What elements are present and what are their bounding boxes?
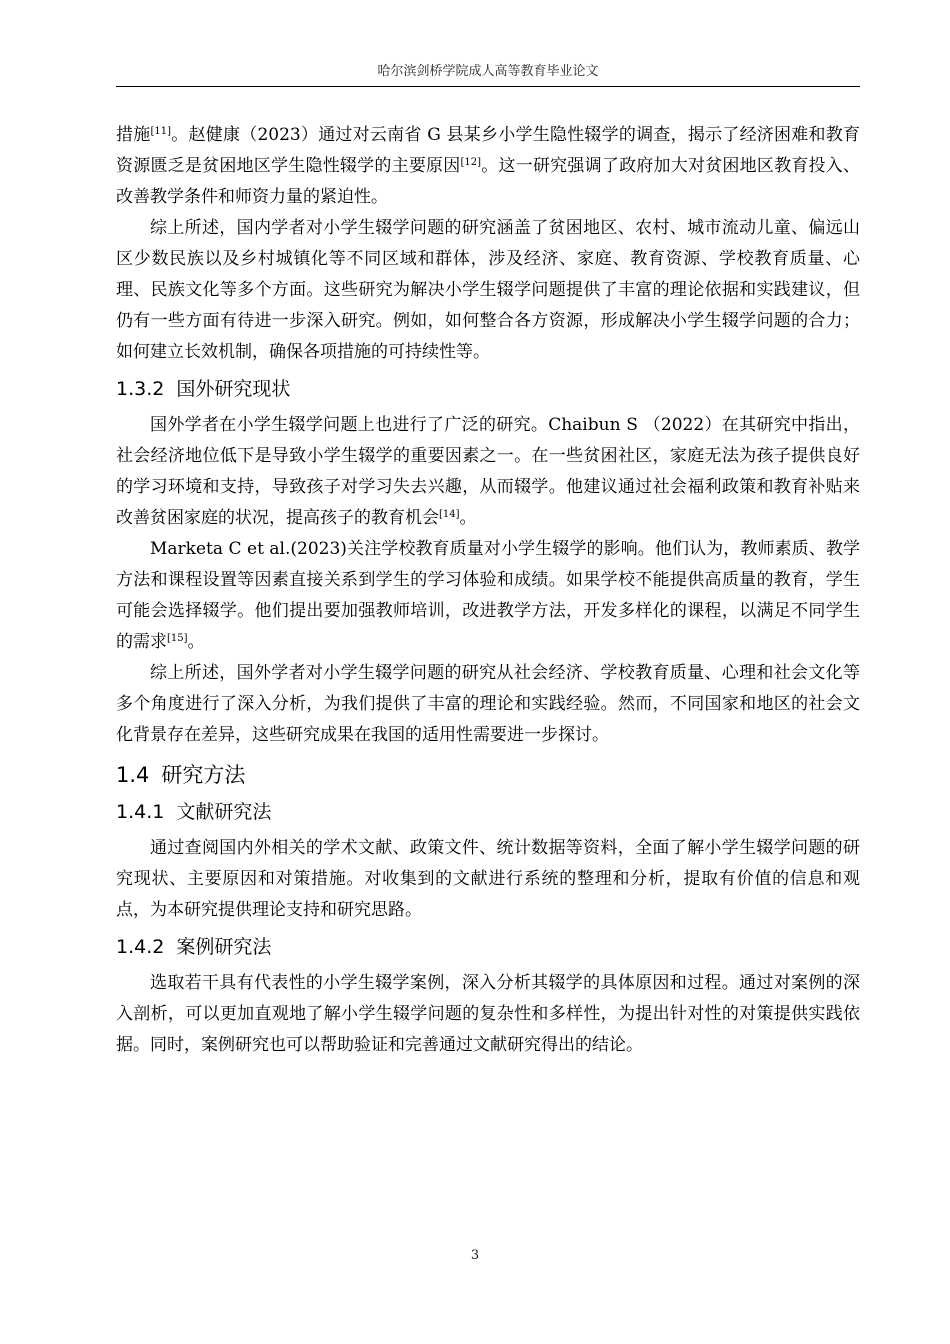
paragraph-foreign-summary: 综上所述，国外学者对小学生辍学问题的研究从社会经济、学校教育质量、心理和社会文化等多个角度进行了深入分析，为我们提供了丰富的理论和实践经验。然而，不同国家和地区的社会文化背景存在差异，这些研究成果在我国的适用性需要进一步探讨。 [116,663,860,745]
citation: [12] [460,157,482,168]
header-divider [116,86,860,87]
citation: [14] [439,509,460,520]
section-heading-1-3-2: 1.3.2 国外研究现状 [116,378,291,400]
paragraph-domestic-summary: 综上所述，国内学者对小学生辍学问题的研究涵盖了贫困地区、农村、城市流动儿童、偏远山区少数民族以及乡村城镇化等不同区域和群体，涉及经济、家庭、教育资源、学校教育质量、心理、民族文化等多个方面。这些研究为解决小学生辍学问题提供了丰富的理论依据和实践建议，但仍有一些方面有待进一步深入研究。例如，如何整合各方资源，形成解决小学生辍学问题的合力；如何建立长效机制，确保各项措施的可持续性等。 [116,218,860,362]
citation: [11] [150,126,172,137]
page-body [116,120,860,1061]
page-number: 3 [470,1248,480,1263]
paragraph-chaibun: 国外学者在小学生辍学问题上也进行了广泛的研究。Chaibun S （2022）在其研究中指出，社会经济地位低下是导致小学生辍学的重要因素之一。在一些贫困社区，家庭无法为孩子提供良好的学习环境和支持，导致孩子对学习失去兴趣，从而辍学。他建议通过社会福利政策和教育补贴来改善贫困家庭的状况，提高孩子的教育机会[14]。 [116,415,860,528]
paragraph-marketa: Marketa C et al.(2023)关注学校教育质量对小学生辍学的影响。他们认为，教师素质、教学方法和课程设置等因素直接关系到学生的学习体验和成绩。如果学校不能提供高质量的教育，学生可能会选择辍学。他们提出要加强教师培训，改进教学方法，开发多样化的课程，以满足不同学生的需求[15]。 [116,539,860,652]
section-heading-1-4: 1.4 研究方法 [116,763,246,787]
paragraph-case-method: 选取若干具有代表性的小学生辍学案例，深入分析其辍学的具体原因和过程。通过对案例的深入剖析，可以更加直观地了解小学生辍学问题的复杂性和多样性，为提出针对性的对策提供实践依据。同时，案例研究也可以帮助验证和完善通过文献研究得出的结论。 [116,973,860,1055]
paragraph-domestic-study-end: 措施[11]。赵健康（2023）通过对云南省 G 县某乡小学生隐性辍学的调查，揭示了经济困难和教育资源匮乏是贫困地区学生隐性辍学的主要原因[12]。这一研究强调了政府加大对贫困地区教育投入、改善教学条件和师资力量的紧迫性。 [116,125,861,207]
section-heading-1-4-1: 1.4.1 文献研究法 [116,801,272,823]
paragraph-literature-method: 通过查阅国内外相关的学术文献、政策文件、统计数据等资料，全面了解小学生辍学问题的研究现状、主要原因和对策措施。对收集到的文献进行系统的整理和分析，提取有价值的信息和观点，为本研究提供理论支持和研究思路。 [116,838,860,920]
section-heading-1-4-2: 1.4.2 案例研究法 [116,936,272,958]
page-header: 哈尔滨剑桥学院成人高等教育毕业论文 [377,64,599,79]
citation: [15] [167,633,188,644]
